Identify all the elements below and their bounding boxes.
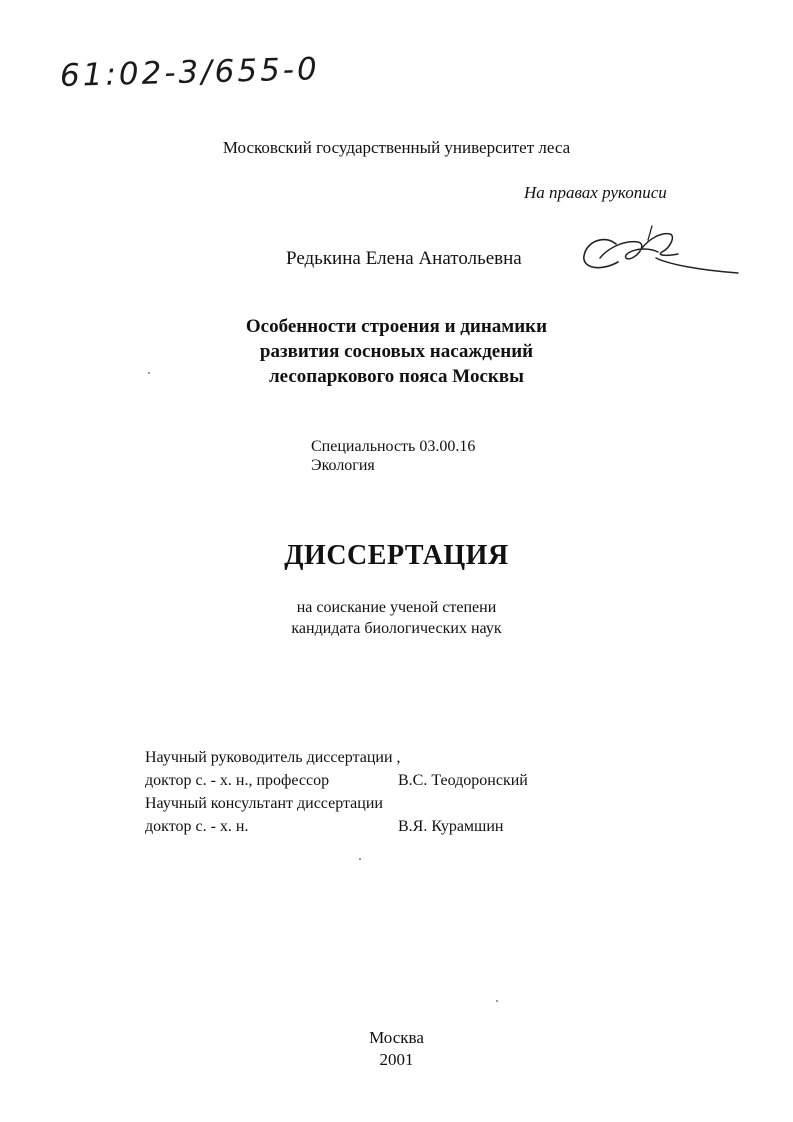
advisor-row <box>145 746 625 769</box>
author-name: Редькина Елена Анатольевна <box>286 248 522 269</box>
advisor-role: доктор с. - х. н. <box>145 818 249 835</box>
advisor-role: Научный руководитель диссертации , <box>145 749 401 766</box>
document-type: ДИССЕРТАЦИЯ <box>284 540 509 571</box>
speciality-code: Специальность 03.00.16 <box>311 438 476 455</box>
speciality-block <box>311 437 475 475</box>
advisor-row <box>145 792 625 815</box>
degree-block <box>0 597 793 639</box>
year: 2001 <box>379 1050 414 1069</box>
advisor-name: В.С. Теодоронский <box>398 772 528 789</box>
degree-line: кандидата биологических наук <box>291 620 502 637</box>
speciality-field: Экология <box>311 457 375 474</box>
scan-speck <box>359 858 361 860</box>
title-line: Особенности строения и динамики <box>245 316 548 337</box>
city: Москва <box>369 1028 424 1047</box>
rights-note: На правах рукописи <box>524 183 667 202</box>
archive-code: 61:02-3/655-0 <box>59 51 321 94</box>
advisor-role: Научный консультант диссертации <box>145 795 383 812</box>
title-line: лесопаркового пояса Москвы <box>269 366 524 387</box>
footer-block <box>0 1027 793 1071</box>
advisor-role: доктор с. - х. н., профессор <box>145 772 330 789</box>
advisor-row <box>145 769 625 792</box>
university-name: Московский государственный университет леса <box>222 138 571 157</box>
scan-speck <box>496 1000 498 1002</box>
advisor-name: В.Я. Курамшин <box>398 818 504 835</box>
dissertation-title <box>0 314 793 389</box>
degree-line: на соискание ученой степени <box>296 599 497 616</box>
advisors-block <box>145 746 625 838</box>
signature-image <box>578 218 748 288</box>
advisor-row <box>145 815 625 838</box>
scan-speck <box>148 372 150 374</box>
title-line: развития сосновых насаждений <box>259 341 534 362</box>
